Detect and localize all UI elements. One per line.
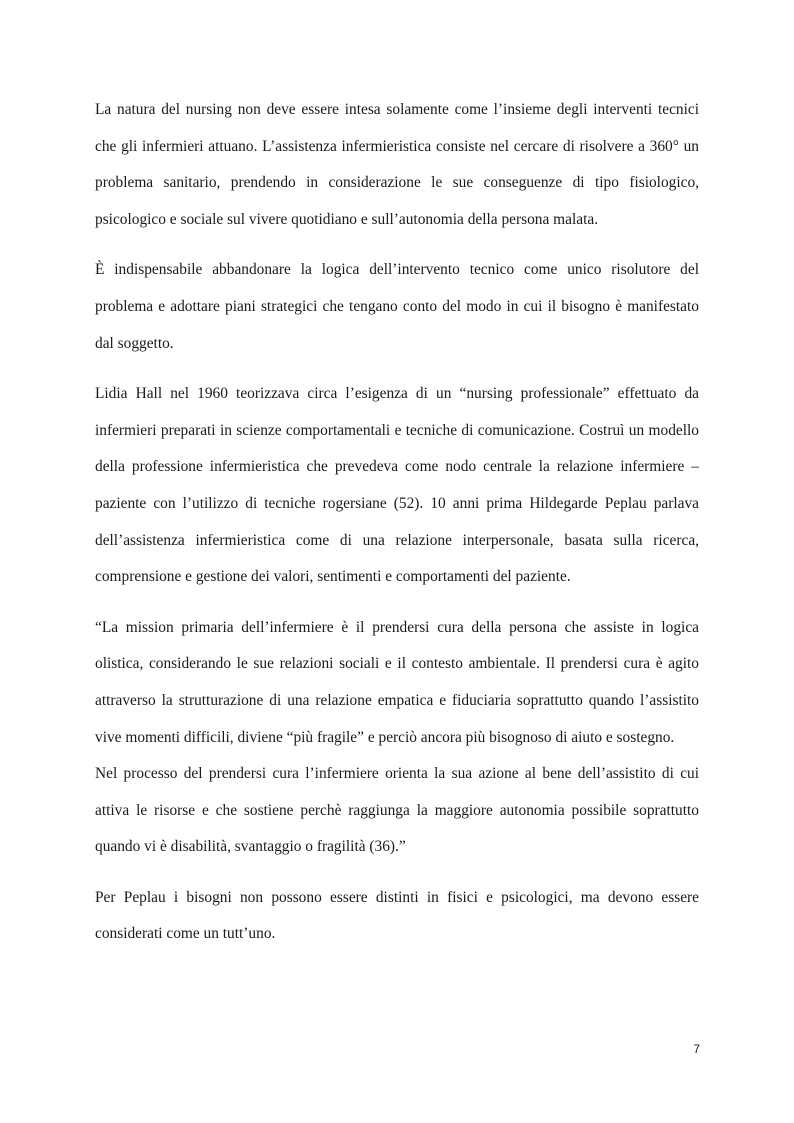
- paragraph-technical-logic: È indispensabile abbandonare la logica dell’intervento tecnico come unico risolutore del problema e adottare piani strategici che tengano conto del modo in cui il bisogno è manifestato dal soggetto.: [95, 261, 699, 352]
- paragraph-peplau-needs: Per Peplau i bisogni non possono essere distinti in fisici e psicologici, ma devono essere considerati come un tutt’uno.: [95, 888, 699, 943]
- paragraph-quote-care-process: Nel processo del prendersi cura l’infermiere orienta la sua azione al bene dell’assistito di cui attiva le risorse e che sostiene perchè raggiunga la maggiore autonomia possibile soprattutto quando vi è disabilità, svantaggio o fragilità (36).”: [95, 765, 699, 856]
- document-body: [95, 92, 699, 967]
- page-number: 7: [693, 1042, 700, 1056]
- paragraph-quote-mission: “La mission primaria dell’infermiere è il prendersi cura della persona che assiste in logica olistica, considerando le sue relazioni sociali e il contesto ambientale. Il prendersi cura è agito attraverso la strutturazione di una relazione empatica e fiduciaria soprattutto quando l’assistito vive momenti difficili, diviene “più fragile” e perciò ancora più bisognoso di aiuto e sostegno.: [95, 618, 699, 746]
- paragraph-hall-peplau: Lidia Hall nel 1960 teorizzava circa l’esigenza di un “nursing professionale” effettuato da infermieri preparati in scienze comportamentali e tecniche di comunicazione. Costruì un modello della professione infermieristica che prevedeva come nodo centrale la relazione infermiere – paziente con l’utilizzo di tecniche rogersiane (52). 10 anni prima Hildegarde Peplau parlava dell’assistenza infermieristica come di una relazione interpersonale, basata sulla ricerca, comprensione e gestione dei valori, sentimenti e comportamenti del paziente.: [95, 385, 699, 586]
- paragraph-nursing-nature: La natura del nursing non deve essere intesa solamente come l’insieme degli interventi tecnici che gli infermieri attuano. L’assistenza infermieristica consiste nel cercare di risolvere a 360° un problema sanitario, prendendo in considerazione le sue conseguenze di tipo fisiologico, psicologico e sociale sul vivere quotidiano e sull’autonomia della persona malata.: [95, 101, 699, 228]
